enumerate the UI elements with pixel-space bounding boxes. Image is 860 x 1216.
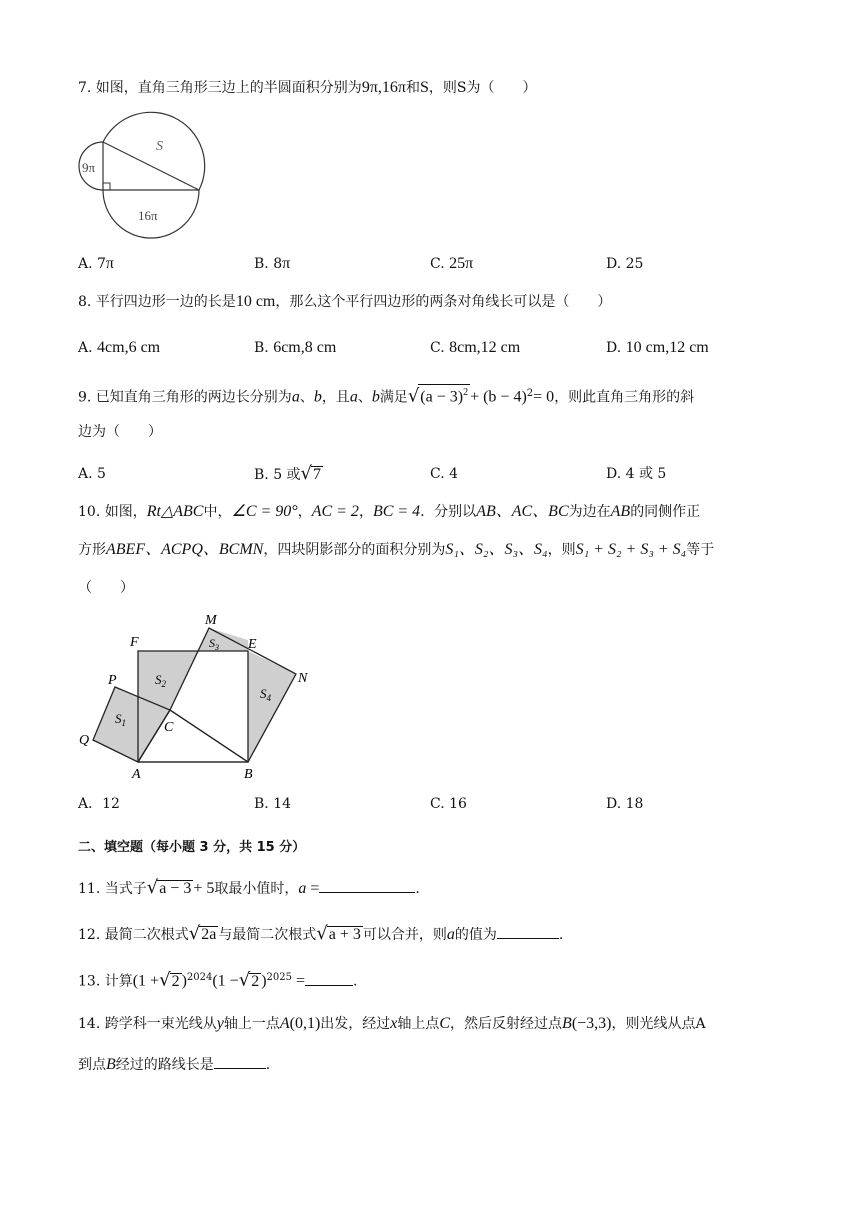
q10-option-d[interactable]: D. 18 [606,796,644,812]
q7-label-9pi: 9π [82,160,96,175]
q10-shade-s3 [198,628,248,651]
q10-stem-line2: 方形ABEF、ACPQ、BCMN，四块阴影部分的面积分别为S₁、S₂、S₃、S₄，则S₁ + S₂ + S₃ + S₄等于 [78,541,715,558]
q8-option-b[interactable]: B. 6cm,8 cm [254,339,337,356]
q10-shade-s4 [248,651,296,762]
q10-stem-line3: （ ） [78,580,134,596]
q7-right-angle-mark [103,183,110,190]
q10-label-s1: $S_1$ [115,711,126,728]
q7-option-a[interactable]: A. 7π [78,255,114,272]
q11-answer-blank[interactable] [319,878,415,893]
q7-values: 9π,16π [361,79,406,96]
q9-stem-line2: 边为（ ） [78,424,162,440]
q10-label-c: C [164,720,174,735]
q9-option-a[interactable]: A. 5 [78,466,106,482]
q12-answer-blank[interactable] [497,924,559,939]
q8-option-a[interactable]: A. 4cm,6 cm [78,339,161,356]
q10-label-s3: $S_3$ [209,636,219,652]
q10-label-b: B [244,767,253,782]
q7-figure [76,108,216,248]
q10-side-bc [170,710,248,762]
q9-option-c[interactable]: C. 4 [430,466,459,482]
q10-label-p: P [108,673,117,688]
q14-answer-blank[interactable] [214,1054,266,1069]
q7-label-16pi: 16π [138,208,158,223]
q8-option-c[interactable]: C. 8cm,12 cm [430,339,521,356]
q7-option-c[interactable]: C. 25π [430,255,474,272]
q10-stem-line1: 10. 如图，Rt△ABC中，∠C = 90°，AC = 2，BC = 4．分别以AB、AC、BC为边在AB的同侧作正 [78,503,701,520]
q10-label-q: Q [79,733,90,748]
q10-option-b[interactable]: B. 14 [254,796,292,812]
q7-triangle [103,142,199,190]
q11: 11. 当式子√a − 3 + 5取最小值时，a = . [78,877,420,898]
q10-label-n: N [298,671,308,686]
q9-option-d[interactable]: D. 4 或 5 [606,466,667,482]
q9-sqrt: $(a - 3)^2$ [418,384,470,405]
q7-option-b[interactable]: B. 8π [254,255,291,272]
q10-label-m: M [205,613,217,628]
q12: 12. 最简二次根式√2a 与最简二次根式√a + 3 可以合并，则a的值为 . [78,923,564,944]
q7-label-s: S [156,139,163,154]
q10-label-f: F [130,635,139,650]
q9-option-b[interactable]: B. 5 或√7 [254,463,322,484]
q14-line1: 14. 跨学科一束光线从y轴上一点A(0,1)出发，经过x轴上点C，然后反射经过点B(−3,3)，则光线从点A [78,1015,706,1032]
q10-label-s2: $S_2$ [155,672,166,689]
q14-line2: 到点B经过的路线长是 . [78,1056,271,1073]
q10-figure [76,610,316,785]
q7-option-d[interactable]: D. 25 [606,256,644,272]
q7-stem: 7. 如图，直角三角形三边上的半圆面积分别为9π,16π和S，则S为（ ） [78,79,537,96]
q8-option-d[interactable]: D. 10 cm,12 cm [606,339,709,356]
q8-stem: 8. 平行四边形一边的长是10 cm，那么这个平行四边形的两条对角线长可以是（ ） [78,293,612,310]
q7-semicircle-s [103,112,205,190]
q10-option-a[interactable]: A．12 [78,796,120,812]
q10-option-c[interactable]: C. 16 [430,796,467,812]
q10-label-a: A [132,767,141,782]
q13: 13. 计算(1 +√2 )$^{2024}$(1 −√2 )$^{2025}$ = . [78,969,358,991]
section-2-title: 二、填空题（每小题 3 分，共 15 分） [78,840,306,855]
q13-answer-blank[interactable] [305,971,353,986]
q9-stem: 9. 已知直角三角形的两边长分别为a、b，且a、b满足$√(a - 3)^2 + (b - 4)^2= 0$，则此直角三角形的斜 [78,385,695,407]
q10-label-e: E [248,637,257,652]
q10-label-s4: $S_4$ [260,686,271,703]
